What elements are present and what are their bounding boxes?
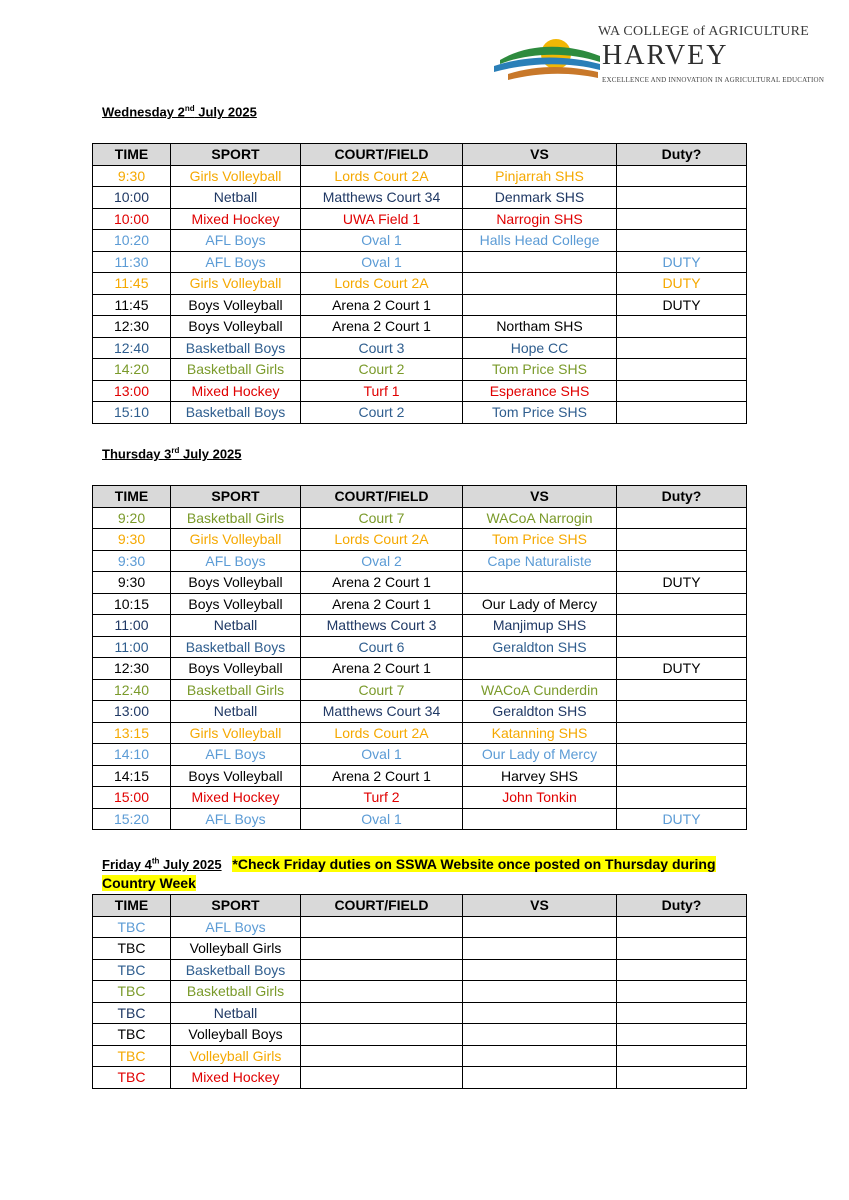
table-row	[93, 593, 747, 615]
time-cell: 10:00	[93, 187, 171, 209]
court-field-cell: Matthews Court 34	[301, 187, 463, 209]
sport-cell: Girls Volleyball	[171, 165, 301, 187]
duty-cell	[617, 402, 747, 424]
table-row	[93, 787, 747, 809]
time-cell: 15:20	[93, 808, 171, 830]
sport-cell: Basketball Boys	[171, 636, 301, 658]
duty-cell	[617, 1024, 747, 1046]
duty-cell	[617, 316, 747, 338]
vs-cell: Cape Naturaliste	[463, 550, 617, 572]
college-logo	[490, 22, 825, 88]
vs-cell: Halls Head College	[463, 230, 617, 252]
duty-cell: DUTY	[617, 251, 747, 273]
wednesday-schedule-table	[92, 143, 747, 424]
table-row	[93, 959, 747, 981]
table-row	[93, 1045, 747, 1067]
vs-cell	[463, 938, 617, 960]
court-field-cell: Court 2	[301, 359, 463, 381]
court-field-cell: Court 3	[301, 337, 463, 359]
sport-cell: Basketball Girls	[171, 981, 301, 1003]
time-cell: 10:00	[93, 208, 171, 230]
thursday-schedule-table	[92, 485, 747, 830]
header-time: TIME	[93, 486, 171, 508]
table-row	[93, 1002, 747, 1024]
table-row	[93, 294, 747, 316]
duty-cell: DUTY	[617, 273, 747, 295]
time-cell: 15:10	[93, 402, 171, 424]
sport-cell: AFL Boys	[171, 916, 301, 938]
vs-cell: Geraldton SHS	[463, 636, 617, 658]
court-field-cell	[301, 1045, 463, 1067]
duty-cell	[617, 208, 747, 230]
table-row	[93, 380, 747, 402]
court-field-cell: Turf 1	[301, 380, 463, 402]
sport-cell: Girls Volleyball	[171, 529, 301, 551]
time-cell: TBC	[93, 916, 171, 938]
time-cell: 13:00	[93, 701, 171, 723]
sport-cell: Basketball Boys	[171, 402, 301, 424]
header-duty: Duty?	[617, 144, 747, 166]
vs-cell	[463, 959, 617, 981]
court-field-cell	[301, 981, 463, 1003]
sport-cell: Boys Volleyball	[171, 658, 301, 680]
vs-cell: Denmark SHS	[463, 187, 617, 209]
table-row	[93, 165, 747, 187]
court-field-cell: Oval 2	[301, 550, 463, 572]
court-field-cell: Oval 1	[301, 744, 463, 766]
court-field-cell: Lords Court 2A	[301, 165, 463, 187]
court-field-cell: Arena 2 Court 1	[301, 572, 463, 594]
time-cell: 12:40	[93, 679, 171, 701]
court-field-cell: Matthews Court 3	[301, 615, 463, 637]
duty-cell	[617, 615, 747, 637]
vs-cell: John Tonkin	[463, 787, 617, 809]
sport-cell: AFL Boys	[171, 230, 301, 252]
duty-cell	[617, 529, 747, 551]
header-vs: VS	[463, 144, 617, 166]
time-cell: 11:00	[93, 615, 171, 637]
time-cell: 14:10	[93, 744, 171, 766]
vs-cell: Harvey SHS	[463, 765, 617, 787]
duty-cell	[617, 938, 747, 960]
sport-cell: Boys Volleyball	[171, 294, 301, 316]
header-court-field: COURT/FIELD	[301, 144, 463, 166]
time-cell: 10:20	[93, 230, 171, 252]
vs-cell	[463, 273, 617, 295]
court-field-cell: Arena 2 Court 1	[301, 593, 463, 615]
table-row	[93, 230, 747, 252]
vs-cell: Narrogin SHS	[463, 208, 617, 230]
court-field-cell: Arena 2 Court 1	[301, 316, 463, 338]
table-row	[93, 273, 747, 295]
logo-line-2: HARVEY	[602, 40, 729, 71]
time-cell: 15:00	[93, 787, 171, 809]
table-row	[93, 529, 747, 551]
table-row	[93, 187, 747, 209]
time-cell: 12:40	[93, 337, 171, 359]
friday-heading-line	[102, 853, 742, 893]
time-cell: 9:30	[93, 572, 171, 594]
court-field-cell	[301, 959, 463, 981]
court-field-cell: Court 6	[301, 636, 463, 658]
header-vs: VS	[463, 486, 617, 508]
sport-cell: Volleyball Boys	[171, 1024, 301, 1046]
time-cell: 10:15	[93, 593, 171, 615]
sport-cell: Mixed Hockey	[171, 787, 301, 809]
time-cell: TBC	[93, 1045, 171, 1067]
time-cell: 11:00	[93, 636, 171, 658]
vs-cell: Geraldton SHS	[463, 701, 617, 723]
duty-cell	[617, 744, 747, 766]
sport-cell: Basketball Boys	[171, 959, 301, 981]
vs-cell: Tom Price SHS	[463, 529, 617, 551]
time-cell: TBC	[93, 959, 171, 981]
duty-cell	[617, 636, 747, 658]
sport-cell: AFL Boys	[171, 550, 301, 572]
harvey-sunrise-logo-icon	[490, 30, 602, 86]
court-field-cell: Oval 1	[301, 230, 463, 252]
vs-cell	[463, 294, 617, 316]
sport-cell: Girls Volleyball	[171, 273, 301, 295]
duty-cell	[617, 959, 747, 981]
logo-tagline: EXCELLENCE AND INNOVATION IN AGRICULTURAL EDUCATION	[602, 76, 825, 84]
friday-schedule-table	[92, 894, 747, 1089]
table-row	[93, 251, 747, 273]
table-row	[93, 679, 747, 701]
sport-cell: Netball	[171, 615, 301, 637]
table-row	[93, 359, 747, 381]
vs-cell: WACoA Narrogin	[463, 507, 617, 529]
table-row	[93, 507, 747, 529]
sport-cell: Netball	[171, 1002, 301, 1024]
duty-cell: DUTY	[617, 294, 747, 316]
sport-cell: Boys Volleyball	[171, 316, 301, 338]
header-time: TIME	[93, 895, 171, 917]
duty-cell	[617, 701, 747, 723]
vs-cell: Our Lady of Mercy	[463, 744, 617, 766]
duty-cell: DUTY	[617, 658, 747, 680]
vs-cell	[463, 1067, 617, 1089]
court-field-cell: Lords Court 2A	[301, 722, 463, 744]
table-row	[93, 316, 747, 338]
vs-cell	[463, 981, 617, 1003]
sport-cell: AFL Boys	[171, 808, 301, 830]
sport-cell: Mixed Hockey	[171, 380, 301, 402]
table-header-row	[93, 486, 747, 508]
sport-cell: Netball	[171, 187, 301, 209]
duty-cell	[617, 981, 747, 1003]
court-field-cell: Court 7	[301, 679, 463, 701]
duty-cell: DUTY	[617, 808, 747, 830]
friday-duty-note: *Check Friday duties on SSWA Website once posted on Thursday during Country Week	[102, 856, 716, 892]
duty-cell	[617, 550, 747, 572]
time-cell: 14:20	[93, 359, 171, 381]
time-cell: 9:30	[93, 529, 171, 551]
wednesday-heading: Wednesday 2nd July 2025	[102, 104, 257, 120]
vs-cell: WACoA Cunderdin	[463, 679, 617, 701]
time-cell: 12:30	[93, 316, 171, 338]
court-field-cell: Lords Court 2A	[301, 529, 463, 551]
court-field-cell: Turf 2	[301, 787, 463, 809]
header-duty: Duty?	[617, 895, 747, 917]
sport-cell: Basketball Girls	[171, 359, 301, 381]
court-field-cell: Arena 2 Court 1	[301, 658, 463, 680]
duty-cell	[617, 916, 747, 938]
court-field-cell	[301, 1024, 463, 1046]
friday-heading: Friday 4th July 2025	[102, 857, 222, 873]
vs-cell: Tom Price SHS	[463, 402, 617, 424]
sport-cell: Basketball Boys	[171, 337, 301, 359]
table-row	[93, 701, 747, 723]
thursday-heading: Thursday 3rd July 2025	[102, 446, 242, 462]
court-field-cell: Court 7	[301, 507, 463, 529]
duty-cell	[617, 1045, 747, 1067]
vs-cell	[463, 916, 617, 938]
table-row	[93, 808, 747, 830]
vs-cell	[463, 1024, 617, 1046]
duty-cell	[617, 507, 747, 529]
sport-cell: Boys Volleyball	[171, 593, 301, 615]
sport-cell: Boys Volleyball	[171, 572, 301, 594]
sport-cell: Volleyball Girls	[171, 938, 301, 960]
vs-cell	[463, 1045, 617, 1067]
sport-cell: Netball	[171, 701, 301, 723]
table-row	[93, 722, 747, 744]
sport-cell: Volleyball Girls	[171, 1045, 301, 1067]
sport-cell: Mixed Hockey	[171, 208, 301, 230]
court-field-cell: Oval 1	[301, 808, 463, 830]
duty-cell	[617, 359, 747, 381]
time-cell: 14:15	[93, 765, 171, 787]
table-row	[93, 658, 747, 680]
vs-cell	[463, 572, 617, 594]
time-cell: TBC	[93, 1067, 171, 1089]
duty-cell	[617, 593, 747, 615]
header-time: TIME	[93, 144, 171, 166]
time-cell: 9:30	[93, 165, 171, 187]
table-row	[93, 744, 747, 766]
duty-cell	[617, 765, 747, 787]
vs-cell	[463, 1002, 617, 1024]
duty-cell	[617, 1067, 747, 1089]
logo-line-1: WA COLLEGE of AGRICULTURE	[598, 24, 810, 39]
duty-cell	[617, 165, 747, 187]
table-header-row	[93, 895, 747, 917]
vs-cell: Pinjarrah SHS	[463, 165, 617, 187]
time-cell: 13:00	[93, 380, 171, 402]
court-field-cell: UWA Field 1	[301, 208, 463, 230]
header-court-field: COURT/FIELD	[301, 895, 463, 917]
court-field-cell	[301, 916, 463, 938]
table-row	[93, 1067, 747, 1089]
vs-cell	[463, 658, 617, 680]
table-header-row	[93, 144, 747, 166]
header-sport: SPORT	[171, 144, 301, 166]
table-row	[93, 765, 747, 787]
duty-cell	[617, 230, 747, 252]
time-cell: 12:30	[93, 658, 171, 680]
time-cell: 11:30	[93, 251, 171, 273]
duty-cell	[617, 380, 747, 402]
duty-cell: DUTY	[617, 572, 747, 594]
table-row	[93, 981, 747, 1003]
court-field-cell	[301, 1067, 463, 1089]
court-field-cell: Court 2	[301, 402, 463, 424]
table-row	[93, 615, 747, 637]
court-field-cell	[301, 938, 463, 960]
sport-cell: Boys Volleyball	[171, 765, 301, 787]
vs-cell: Tom Price SHS	[463, 359, 617, 381]
table-row	[93, 572, 747, 594]
court-field-cell: Arena 2 Court 1	[301, 765, 463, 787]
sport-cell: Mixed Hockey	[171, 1067, 301, 1089]
court-field-cell: Arena 2 Court 1	[301, 294, 463, 316]
duty-cell	[617, 337, 747, 359]
sport-cell: AFL Boys	[171, 744, 301, 766]
vs-cell	[463, 808, 617, 830]
court-field-cell: Lords Court 2A	[301, 273, 463, 295]
vs-cell: Northam SHS	[463, 316, 617, 338]
header-duty: Duty?	[617, 486, 747, 508]
sport-cell: Girls Volleyball	[171, 722, 301, 744]
time-cell: TBC	[93, 1002, 171, 1024]
header-sport: SPORT	[171, 486, 301, 508]
table-row	[93, 337, 747, 359]
duty-cell	[617, 187, 747, 209]
time-cell: TBC	[93, 1024, 171, 1046]
table-row	[93, 636, 747, 658]
header-sport: SPORT	[171, 895, 301, 917]
table-row	[93, 916, 747, 938]
time-cell: 9:30	[93, 550, 171, 572]
table-row	[93, 550, 747, 572]
header-vs: VS	[463, 895, 617, 917]
time-cell: 11:45	[93, 294, 171, 316]
duty-cell	[617, 722, 747, 744]
header-court-field: COURT/FIELD	[301, 486, 463, 508]
duty-cell	[617, 787, 747, 809]
sport-cell: Basketball Girls	[171, 679, 301, 701]
court-field-cell: Oval 1	[301, 251, 463, 273]
time-cell: TBC	[93, 938, 171, 960]
table-row	[93, 402, 747, 424]
table-row	[93, 208, 747, 230]
sport-cell: AFL Boys	[171, 251, 301, 273]
vs-cell	[463, 251, 617, 273]
time-cell: 13:15	[93, 722, 171, 744]
time-cell: 9:20	[93, 507, 171, 529]
vs-cell: Katanning SHS	[463, 722, 617, 744]
table-row	[93, 938, 747, 960]
table-row	[93, 1024, 747, 1046]
court-field-cell	[301, 1002, 463, 1024]
time-cell: 11:45	[93, 273, 171, 295]
court-field-cell: Matthews Court 34	[301, 701, 463, 723]
vs-cell: Esperance SHS	[463, 380, 617, 402]
vs-cell: Manjimup SHS	[463, 615, 617, 637]
vs-cell: Our Lady of Mercy	[463, 593, 617, 615]
duty-cell	[617, 1002, 747, 1024]
sport-cell: Basketball Girls	[171, 507, 301, 529]
duty-cell	[617, 679, 747, 701]
time-cell: TBC	[93, 981, 171, 1003]
vs-cell: Hope CC	[463, 337, 617, 359]
